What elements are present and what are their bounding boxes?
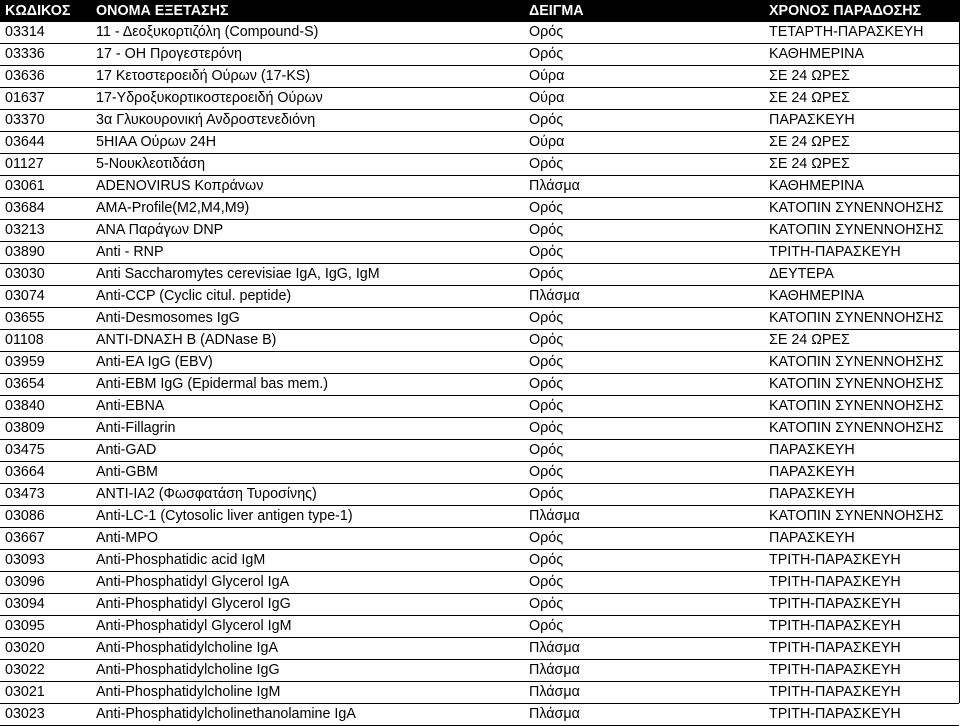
cell-delivery-time: ΚΑΤΟΠΙΝ ΣΥΝΕΝΝΟΗΣΗΣ <box>764 220 959 242</box>
cell-delivery-time: ΚΑΘΗΜΕΡΙΝΑ <box>764 44 959 66</box>
table-row <box>0 440 959 462</box>
cell-sample: Ορός <box>524 484 764 506</box>
header-row <box>0 0 959 22</box>
cell-sample: Ούρα <box>524 132 764 154</box>
cell-code: 03030 <box>0 264 91 286</box>
cell-sample: Ορός <box>524 418 764 440</box>
cell-delivery-time: ΠΑΡΑΣΚΕΥΗ <box>764 528 959 550</box>
table-row <box>0 374 959 396</box>
cell-test-name: 17-Υδροξυκορτικοστεροειδή Ούρων <box>91 88 524 110</box>
cell-test-name: Anti-Phosphatidylcholine IgM <box>91 682 524 704</box>
cell-test-name: ADENOVIRUS Κοπράνων <box>91 176 524 198</box>
cell-code: 03890 <box>0 242 91 264</box>
cell-sample: Ορός <box>524 330 764 352</box>
cell-sample: Πλάσμα <box>524 506 764 528</box>
table-row <box>0 264 959 286</box>
cell-test-name: Anti-LC-1 (Cytosolic liver antigen type-1) <box>91 506 524 528</box>
cell-sample: Ορός <box>524 220 764 242</box>
cell-test-name: Anti-Phosphatidyl Glycerol IgM <box>91 616 524 638</box>
table-row <box>0 88 959 110</box>
cell-test-name: Anti-GBM <box>91 462 524 484</box>
cell-sample: Ορός <box>524 550 764 572</box>
cell-code: 03636 <box>0 66 91 88</box>
table-row <box>0 682 959 704</box>
table-row <box>0 22 959 44</box>
cell-test-name: Anti-GAD <box>91 440 524 462</box>
cell-code: 03022 <box>0 660 91 682</box>
cell-test-name: 5HIAA Ούρων 24H <box>91 132 524 154</box>
cell-test-name: Anti-Phosphatidylcholine IgG <box>91 660 524 682</box>
cell-test-name: Anti Saccharomytes cerevisiae IgA, IgG, IgM <box>91 264 524 286</box>
cell-code: 03370 <box>0 110 91 132</box>
cell-delivery-time: ΣΕ 24 ΩΡΕΣ <box>764 88 959 110</box>
cell-test-name: ANTI-DNAΣΗ B (ADNase B) <box>91 330 524 352</box>
cell-code: 03655 <box>0 308 91 330</box>
cell-delivery-time: ΤΡΙΤΗ-ΠΑΡΑΣΚΕΥΗ <box>764 704 959 726</box>
cell-delivery-time: ΤΕΤΑΡΤΗ-ΠΑΡΑΣΚΕΥΗ <box>764 22 959 44</box>
cell-sample: Πλάσμα <box>524 704 764 726</box>
cell-test-name: 5-Νουκλεοτιδάση <box>91 154 524 176</box>
cell-sample: Ορός <box>524 242 764 264</box>
table-row <box>0 220 959 242</box>
cell-sample: Ορός <box>524 440 764 462</box>
table-row <box>0 176 959 198</box>
cell-test-name: AMA-Profile(M2,M4,M9) <box>91 198 524 220</box>
cell-test-name: Anti-EBM IgG (Epidermal bas mem.) <box>91 374 524 396</box>
cell-test-name: 17 Κετοστεροειδή Ούρων (17-KS) <box>91 66 524 88</box>
cell-code: 03654 <box>0 374 91 396</box>
cell-delivery-time: ΤΡΙΤΗ-ΠΑΡΑΣΚΕΥΗ <box>764 594 959 616</box>
cell-code: 03213 <box>0 220 91 242</box>
cell-sample: Πλάσμα <box>524 176 764 198</box>
cell-code: 03684 <box>0 198 91 220</box>
cell-sample: Ορός <box>524 110 764 132</box>
cell-test-name: Anti-EBNA <box>91 396 524 418</box>
cell-code: 03061 <box>0 176 91 198</box>
table-row <box>0 506 959 528</box>
table-row <box>0 198 959 220</box>
cell-code: 01127 <box>0 154 91 176</box>
table-row <box>0 660 959 682</box>
cell-code: 03644 <box>0 132 91 154</box>
cell-test-name: Anti-CCP (Cyclic citul. peptide) <box>91 286 524 308</box>
cell-code: 03094 <box>0 594 91 616</box>
cell-sample: Ορός <box>524 154 764 176</box>
cell-delivery-time: ΠΑΡΑΣΚΕΥΗ <box>764 484 959 506</box>
cell-delivery-time: ΤΡΙΤΗ-ΠΑΡΑΣΚΕΥΗ <box>764 242 959 264</box>
cell-delivery-time: ΠΑΡΑΣΚΕΥΗ <box>764 462 959 484</box>
cell-sample: Ορός <box>524 264 764 286</box>
table-row <box>0 286 959 308</box>
cell-delivery-time: ΚΑΤΟΠΙΝ ΣΥΝΕΝΝΟΗΣΗΣ <box>764 506 959 528</box>
cell-delivery-time: ΚΑΘΗΜΕΡΙΝΑ <box>764 176 959 198</box>
cell-test-name: Anti-Desmosomes IgG <box>91 308 524 330</box>
table-row <box>0 616 959 638</box>
cell-sample: Ορός <box>524 374 764 396</box>
cell-sample: Ούρα <box>524 88 764 110</box>
cell-test-name: Anti - RNP <box>91 242 524 264</box>
table-row <box>0 528 959 550</box>
cell-delivery-time: ΣΕ 24 ΩΡΕΣ <box>764 132 959 154</box>
cell-sample: Ορός <box>524 198 764 220</box>
cell-sample: Ορός <box>524 572 764 594</box>
cell-code: 03023 <box>0 704 91 726</box>
cell-sample: Πλάσμα <box>524 682 764 704</box>
cell-delivery-time: ΚΑΤΟΠΙΝ ΣΥΝΕΝΝΟΗΣΗΣ <box>764 374 959 396</box>
cell-code: 03020 <box>0 638 91 660</box>
cell-code: 03096 <box>0 572 91 594</box>
cell-sample: Ορός <box>524 44 764 66</box>
cell-sample: Ορός <box>524 352 764 374</box>
cell-delivery-time: ΠΑΡΑΣΚΕΥΗ <box>764 110 959 132</box>
cell-test-name: Anti-Phosphatidic acid IgM <box>91 550 524 572</box>
cell-test-name: 11 - Δεοξυκορτιζόλη (Compound-S) <box>91 22 524 44</box>
header-code: ΚΩΔΙΚΟΣ <box>0 0 91 22</box>
cell-test-name: Anti-Phosphatidylcholinethanolamine IgA <box>91 704 524 726</box>
cell-code: 03664 <box>0 462 91 484</box>
cell-code: 03095 <box>0 616 91 638</box>
cell-code: 03086 <box>0 506 91 528</box>
cell-test-name: Anti-Phosphatidylcholine IgA <box>91 638 524 660</box>
cell-code: 01637 <box>0 88 91 110</box>
cell-sample: Ορός <box>524 594 764 616</box>
table-body <box>0 22 959 726</box>
table-row <box>0 44 959 66</box>
table-row <box>0 242 959 264</box>
table-row <box>0 594 959 616</box>
cell-code: 03475 <box>0 440 91 462</box>
cell-delivery-time: ΚΑΤΟΠΙΝ ΣΥΝΕΝΝΟΗΣΗΣ <box>764 352 959 374</box>
cell-code: 03093 <box>0 550 91 572</box>
cell-code: 01108 <box>0 330 91 352</box>
table-row <box>0 154 959 176</box>
cell-test-name: Anti-Fillagrin <box>91 418 524 440</box>
cell-delivery-time: ΤΡΙΤΗ-ΠΑΡΑΣΚΕΥΗ <box>764 682 959 704</box>
cell-delivery-time: ΣΕ 24 ΩΡΕΣ <box>764 154 959 176</box>
header-sample: ΔΕΙΓΜΑ <box>524 0 764 22</box>
cell-delivery-time: ΚΑΤΟΠΙΝ ΣΥΝΕΝΝΟΗΣΗΣ <box>764 396 959 418</box>
cell-code: 03809 <box>0 418 91 440</box>
cell-code: 03074 <box>0 286 91 308</box>
cell-test-name: ANTI-IA2 (Φωσφατάση Τυροσίνης) <box>91 484 524 506</box>
table-row <box>0 396 959 418</box>
cell-sample: Ορός <box>524 462 764 484</box>
cell-sample: Ορός <box>524 308 764 330</box>
cell-delivery-time: ΤΡΙΤΗ-ΠΑΡΑΣΚΕΥΗ <box>764 616 959 638</box>
cell-test-name: ANA Παράγων DNP <box>91 220 524 242</box>
cell-delivery-time: ΤΡΙΤΗ-ΠΑΡΑΣΚΕΥΗ <box>764 660 959 682</box>
cell-test-name: Anti-Phosphatidyl Glycerol IgA <box>91 572 524 594</box>
cell-code: 03473 <box>0 484 91 506</box>
table-row <box>0 110 959 132</box>
cell-code: 03840 <box>0 396 91 418</box>
cell-test-name: 17 - OH Προγεστερόνη <box>91 44 524 66</box>
header-test-name: ΟΝΟΜΑ ΕΞΕΤΑΣΗΣ <box>91 0 524 22</box>
table-row <box>0 704 959 726</box>
table-row <box>0 308 959 330</box>
table-row <box>0 66 959 88</box>
cell-test-name: 3α Γλυκουρονική Ανδροστενεδιόνη <box>91 110 524 132</box>
table-row <box>0 638 959 660</box>
cell-delivery-time: ΤΡΙΤΗ-ΠΑΡΑΣΚΕΥΗ <box>764 550 959 572</box>
cell-sample: Ορός <box>524 616 764 638</box>
cell-delivery-time: ΣΕ 24 ΩΡΕΣ <box>764 330 959 352</box>
cell-sample: Ορός <box>524 396 764 418</box>
cell-sample: Ορός <box>524 528 764 550</box>
cell-sample: Πλάσμα <box>524 638 764 660</box>
cell-delivery-time: ΤΡΙΤΗ-ΠΑΡΑΣΚΕΥΗ <box>764 638 959 660</box>
cell-code: 03021 <box>0 682 91 704</box>
cell-delivery-time: ΚΑΤΟΠΙΝ ΣΥΝΕΝΝΟΗΣΗΣ <box>764 418 959 440</box>
cell-test-name: Anti-Phosphatidyl Glycerol IgG <box>91 594 524 616</box>
cell-sample: Ορός <box>524 22 764 44</box>
table-row <box>0 330 959 352</box>
table-row <box>0 462 959 484</box>
cell-code: 03959 <box>0 352 91 374</box>
table-row <box>0 418 959 440</box>
cell-sample: Πλάσμα <box>524 286 764 308</box>
cell-delivery-time: ΚΑΤΟΠΙΝ ΣΥΝΕΝΝΟΗΣΗΣ <box>764 308 959 330</box>
cell-test-name: Anti-MPO <box>91 528 524 550</box>
cell-sample: Ούρα <box>524 66 764 88</box>
cell-delivery-time: ΔΕΥΤΕΡΑ <box>764 264 959 286</box>
cell-code: 03667 <box>0 528 91 550</box>
cell-code: 03314 <box>0 22 91 44</box>
cell-delivery-time: ΣΕ 24 ΩΡΕΣ <box>764 66 959 88</box>
header-delivery-time: ΧΡΟΝΟΣ ΠΑΡΑΔΟΣΗΣ <box>764 0 959 22</box>
table-header <box>0 0 959 22</box>
table-row <box>0 132 959 154</box>
cell-test-name: Anti-EA IgG (EBV) <box>91 352 524 374</box>
table-row <box>0 484 959 506</box>
table-row <box>0 550 959 572</box>
cell-code: 03336 <box>0 44 91 66</box>
table-row <box>0 352 959 374</box>
table-row <box>0 572 959 594</box>
cell-sample: Πλάσμα <box>524 660 764 682</box>
cell-delivery-time: ΚΑΤΟΠΙΝ ΣΥΝΕΝΝΟΗΣΗΣ <box>764 198 959 220</box>
cell-delivery-time: ΚΑΘΗΜΕΡΙΝΑ <box>764 286 959 308</box>
cell-delivery-time: ΤΡΙΤΗ-ΠΑΡΑΣΚΕΥΗ <box>764 572 959 594</box>
cell-delivery-time: ΠΑΡΑΣΚΕΥΗ <box>764 440 959 462</box>
